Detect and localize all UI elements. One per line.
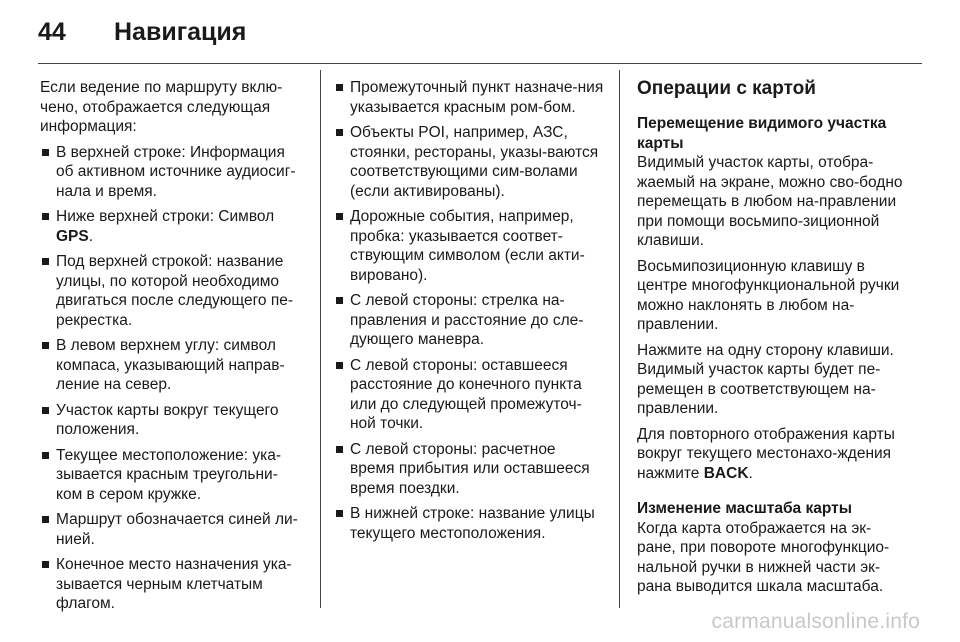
paragraph: Восьмипозиционную клавишу в центре многофункциональной ручки можно наклонять в любом на-правлении.	[637, 257, 900, 333]
column-1	[40, 78, 302, 620]
page-header	[38, 18, 246, 48]
list-item: Ниже верхней строки: Символ GPS.	[40, 207, 302, 246]
back-key-label: BACK	[703, 464, 749, 482]
page-title: Навигация	[114, 18, 247, 46]
column-2	[334, 78, 604, 549]
list-item: В нижней строке: название улицы текущего местоположения.	[334, 504, 604, 543]
list-item: Под верхней строкой: название улицы, по которой необходимо двигаться после следующего пе-рекрестка.	[40, 252, 302, 330]
list-item: С левой стороны: стрелка на-правления и расстояние до сле-дующего маневра.	[334, 291, 604, 350]
list-item: Маршрут обозначается синей ли-нией.	[40, 510, 302, 549]
gps-symbol: GPS	[56, 227, 89, 245]
paragraph: Когда карта отображается на эк-ране, при повороте многофункцио-нальной ручки в нижней части эк-рана выводится шкала масштаба.	[637, 519, 890, 595]
info-list-2	[334, 78, 604, 543]
subheading-zoom: Изменение масштаба карты	[637, 500, 852, 517]
list-item: Участок карты вокруг текущего положения.	[40, 401, 302, 440]
paragraph: Для повторного отображения карты вокруг текущего местонахо-ждения нажмите BACK.	[637, 425, 895, 482]
header-rule	[38, 63, 922, 64]
list-item: С левой стороны: расчетное время прибытия или оставшееся время поездки.	[334, 440, 604, 499]
list-item: Объекты POI, например, АЗС, стоянки, рестораны, указы-ваются соответствующими сим-волами (если активированы).	[334, 123, 604, 201]
paragraph: Нажмите на одну сторону клавиши. Видимый участок карты будет пе-ремещен в соответствующем на-правлении.	[637, 341, 894, 417]
watermark: carmanualsonline.info	[711, 610, 920, 633]
subheading-move-map: Перемещение видимого участка карты	[637, 115, 887, 152]
list-item: С левой стороны: оставшееся расстояние до конечного пункта или до следующей промежуточ-ной точки.	[334, 356, 604, 434]
info-list-1	[40, 143, 302, 614]
column-divider-2	[619, 70, 620, 608]
section-heading: Операции с картой	[637, 78, 816, 99]
column-divider-1	[320, 70, 321, 608]
list-item: Дорожные события, например, пробка: указывается соответ-ствующим символом (если акти-вировано).	[334, 207, 604, 285]
column-3	[637, 78, 905, 603]
list-item: В верхней строке: Информация об активном источнике аудиосиг-нала и время.	[40, 143, 302, 202]
page-number: 44	[38, 18, 66, 46]
list-item: Текущее местоположение: ука-зывается красным треугольни-ком в сером кружке.	[40, 446, 302, 505]
list-item: Промежуточный пункт назначе-ния указывается красным ром-бом.	[334, 78, 604, 117]
paragraph: Видимый участок карты, отобра-жаемый на экране, можно сво-бодно перемещать в любом на-правлении при помощи восьмипо-зиционной клавиши.	[637, 154, 903, 249]
list-item: В левом верхнем углу: символ компаса, указывающий направ-ление на север.	[40, 336, 302, 395]
list-item: Конечное место назначения ука-зывается черным клетчатым флагом.	[40, 555, 302, 614]
intro-paragraph: Если ведение по маршруту вклю-чено, отображается следующая информация:	[40, 79, 283, 135]
